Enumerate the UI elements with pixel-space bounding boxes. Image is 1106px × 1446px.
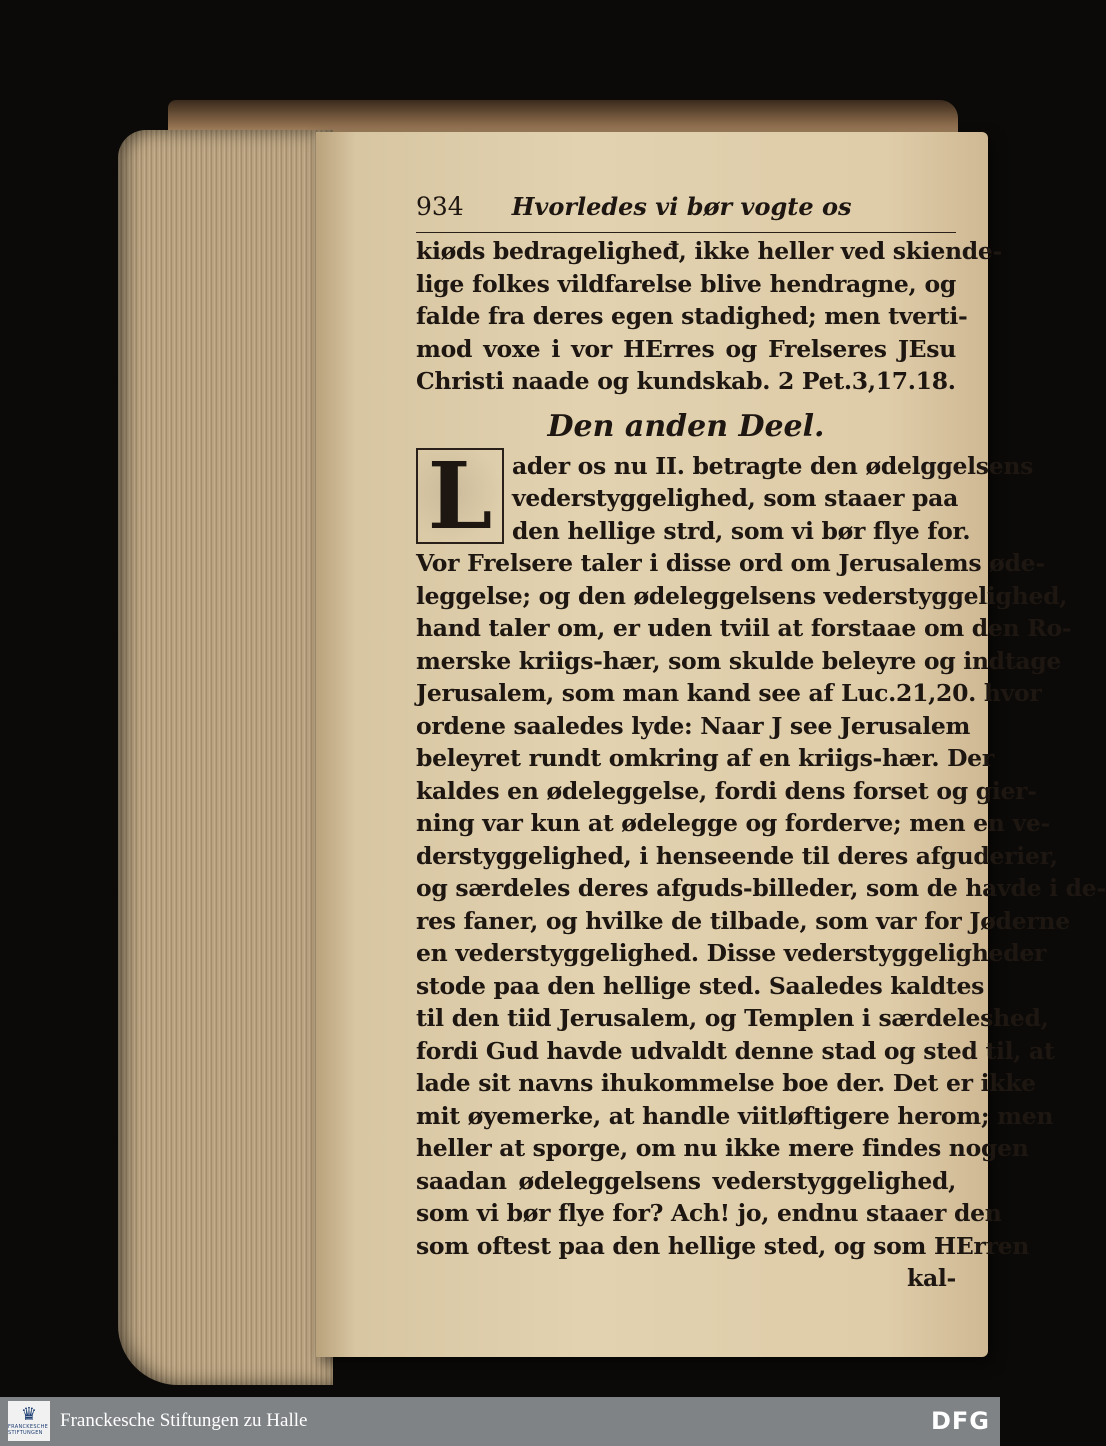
text-line: leggelse; og den ødeleggelsens vederstyggelighed, — [416, 581, 1068, 610]
text-line: heller at sporge, om nu ikke mere findes nogen — [416, 1134, 1029, 1162]
page-stack — [118, 130, 333, 1385]
text-line: lade sit navns ihukommelse boe der. Det er ikke — [416, 1069, 1036, 1097]
running-title: Hvorledes vi bør vogte os — [511, 192, 852, 221]
text-line: den hellige strd, som vi bør flye for. — [512, 516, 971, 545]
page-number: 934 — [416, 192, 464, 221]
text-block — [416, 192, 1106, 1295]
text-line: merske kriigs-hær, som skulde beleyre og indtage — [416, 646, 1062, 675]
text-line: lige folkes vildfarelse blive hendragne, og — [416, 269, 956, 298]
text-line: og særdeles deres afguds-billeder, som de havde i de- — [416, 874, 1106, 902]
text-line: mit øyemerke, at handle viitløftigere herom; men — [416, 1101, 1054, 1130]
text-line: vederstyggelighed, som staaer paa — [512, 484, 959, 512]
text-line: saadan ødeleggelsens vederstyggelighed, — [416, 1166, 956, 1195]
catchword: kal- — [907, 1264, 956, 1292]
text-line: kaldes en ødeleggelse, fordi dens forset og gier- — [416, 776, 1037, 805]
text-line: som vi bør flye for? Ach! jo, endnu staaer den — [416, 1199, 1002, 1227]
text-line: Christi naade og kundskab. 2 Pet.3,17.18. — [416, 367, 956, 395]
book — [118, 100, 1106, 1388]
text-line: kiøds bedrageligheđ, ikke heller ved skiende- — [416, 237, 1003, 265]
page — [316, 132, 1106, 1357]
text-line: en vederstyggelighed. Disse vederstyggeligheder — [416, 939, 1047, 967]
text-line: res faner, og hvilke de tilbade, som var for Jøderne — [416, 906, 1070, 935]
text-line: hand taler om, er uden tviil at forstaae om den Ro- — [416, 614, 1072, 642]
text-line: til den tiid Jerusalem, og Templen i særdeleshed, — [416, 1004, 1049, 1032]
logo-text: FRANCKESCHE STIFTUNGEN — [8, 1424, 49, 1436]
text-line: falde fra deres egen stadighed; men tverti- — [416, 302, 968, 330]
text-line: ordene saaledes lyde: Naar J see Jerusalem — [416, 711, 971, 740]
text-line: som oftest paa den hellige sted, og som HErren — [416, 1231, 1030, 1260]
text-line: derstyggelighed, i henseende til deres afguderier, — [416, 841, 1058, 870]
drop-cap: L — [416, 448, 504, 544]
eagle-sun-icon: ♛ — [20, 1404, 38, 1425]
footer-bar — [0, 1397, 1000, 1446]
text-line: mod voxe i vor HErres og Frelseres JEsu — [416, 334, 956, 363]
text-line: ader os nu II. betragte den ødelggelsens — [512, 451, 1034, 480]
text-line: Vor Frelsere taler i disse ord om Jerusalems øde- — [416, 549, 1045, 577]
text-line: Jerusalem, som man kand see af Luc.21,20. hvor — [416, 679, 1042, 707]
section-title: Den anden Deel. — [547, 408, 825, 444]
text-line: beleyret rundt omkring af en kriigs-hær. Der — [416, 744, 994, 772]
drop-cap-paragraph — [416, 441, 1034, 550]
institution-logo[interactable] — [8, 1401, 50, 1441]
page-header — [416, 192, 956, 233]
text-line: stode paa den hellige sted. Saaledes kaldtes — [416, 971, 985, 1000]
text-line: ning var kun at ødelegge og forderve; men en ve- — [416, 809, 1050, 837]
dfg-logo[interactable]: DFG — [930, 1407, 990, 1435]
institution-name: Franckesche Stiftungen zu Halle — [60, 1410, 308, 1431]
text-line: fordi Gud havde udvaldt denne stad og sted til, at — [416, 1036, 1055, 1065]
